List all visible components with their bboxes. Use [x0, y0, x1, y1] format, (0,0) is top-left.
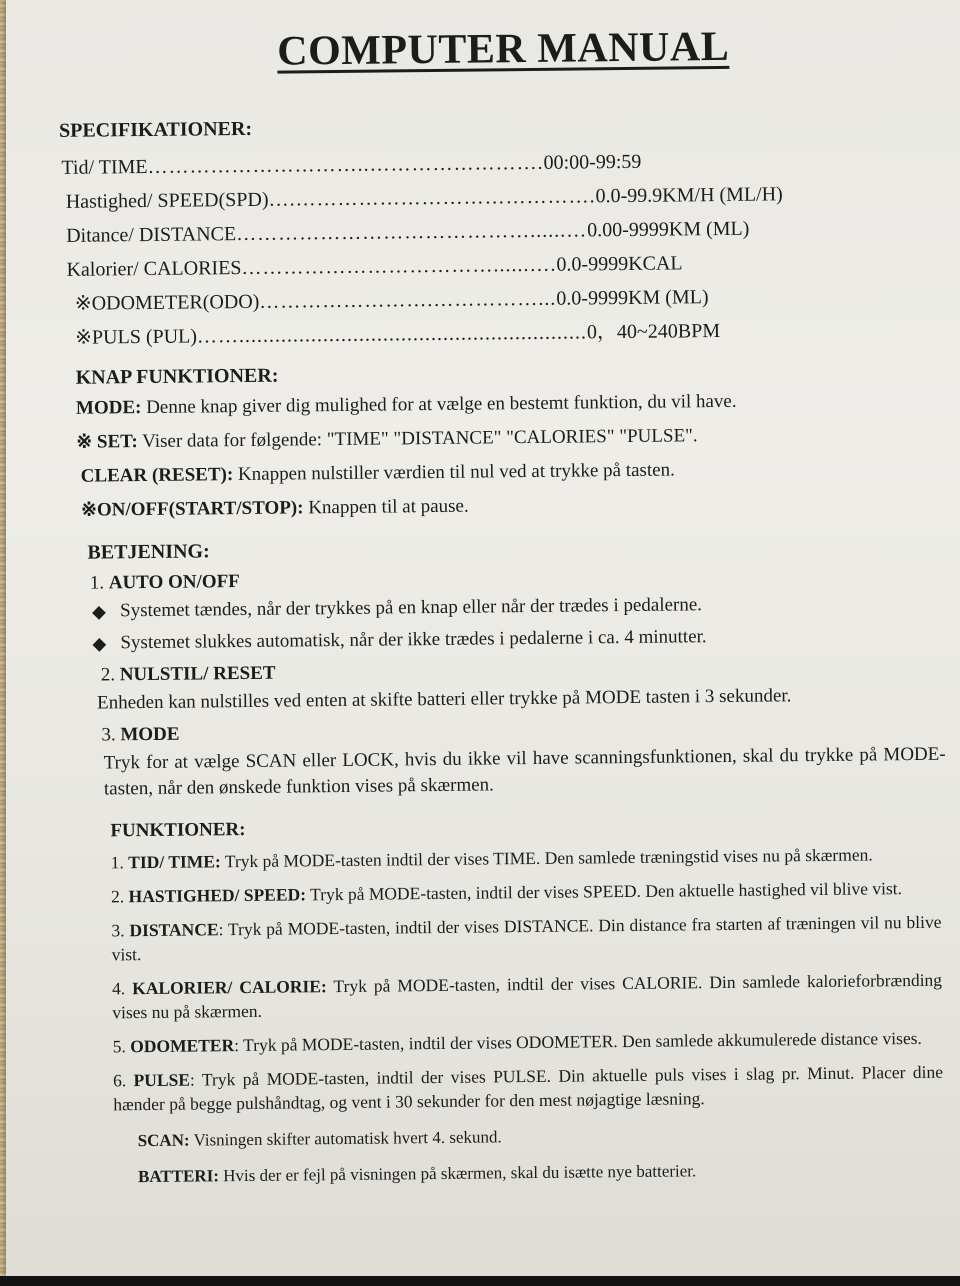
spec-list — [59, 142, 943, 355]
function-text: Tryk på MODE-tasten, indtil der vises SPEED. Den aktuelle hastighed vil blive vist. — [305, 878, 903, 905]
function-number: 1. — [110, 852, 124, 873]
spec-label: Kalorier/ CALORIES — [66, 257, 242, 281]
auto-on-off-bullets — [92, 590, 947, 657]
floor-edge — [0, 1276, 960, 1286]
bullet-text: Systemet slukkes automatisk, når der ikke trædes i pedalerne i ca. 4 minutter. — [120, 626, 707, 654]
spec-value: 0.0-9999KM (ML) — [556, 286, 709, 310]
scan-key: SCAN: — [137, 1130, 190, 1151]
button-function-item — [76, 387, 944, 422]
spec-value: 00:00-99:59 — [543, 150, 642, 174]
function-text: : Tryk på MODE-tasten, indtil der vises DISTANCE. Din distance fra starten af træningen vil nu blive vist. — [111, 911, 942, 965]
spec-label: Tid/ TIME — [61, 155, 148, 179]
mode-text: Tryk for at vælge SCAN eller LOCK, hvis du ikke vil have scanningsfunktionen, skal du trykke på MODE-tasten, når den ønskede funktion vises på skærmen. — [103, 743, 946, 800]
battery-key: BATTERI: — [137, 1166, 220, 1187]
operation-heading: BETJENING: — [87, 540, 210, 564]
function-number: 2. — [110, 886, 125, 907]
function-item — [111, 842, 941, 875]
auto-on-off-title — [90, 564, 946, 595]
spec-leader-dots: …………………….……………... — [259, 287, 557, 313]
spec-leader-dots: ……………………………………......… — [236, 219, 588, 246]
button-function-list — [76, 387, 945, 524]
button-function-text: Denne knap giver dig mulighed for at vælge en bestemt funktion, du vil have. — [141, 390, 737, 419]
reset-label: NULSTIL/ RESET — [119, 662, 276, 686]
battery-note — [138, 1156, 944, 1190]
reset-title — [101, 656, 947, 687]
spec-value: 0，40~240BPM — [586, 320, 721, 344]
spec-value: 0.0-9999KCAL — [556, 252, 683, 276]
button-functions-heading: KNAP FUNKTIONER: — [75, 364, 279, 389]
specifications-heading: SPECIFIKATIONER: — [58, 117, 253, 142]
diamond-bullet-icon: ◆ — [92, 633, 107, 654]
auto-on-off-label: AUTO ON/OFF — [108, 571, 240, 594]
spec-label: Ditance/ DISTANCE — [66, 223, 237, 247]
button-function-item — [81, 489, 945, 524]
functions-heading: FUNKTIONER: — [110, 818, 246, 842]
button-function-item — [81, 455, 945, 490]
function-key: HASTIGHED/ SPEED: — [128, 884, 307, 907]
function-key: PULSE — [133, 1069, 191, 1091]
operation-section — [87, 533, 948, 803]
function-item — [113, 1060, 943, 1117]
spec-value: 0.00-9999KM (ML) — [587, 217, 750, 242]
function-key: KALORIER/ CALORIE: — [132, 976, 327, 999]
button-function-key: MODE: — [75, 397, 142, 419]
button-function-key: CLEAR (RESET): — [80, 464, 234, 487]
bullet-text: Systemet tændes, når der trykkes på en knap eller når der trædes i pedalerne. — [119, 594, 703, 622]
auto-on-off-number: 1. — [89, 572, 105, 594]
spec-value: 0.0-99.9KM/H (ML/H) — [595, 183, 783, 208]
function-key: TID/ TIME: — [128, 851, 221, 873]
function-number: 4. — [111, 978, 126, 999]
spec-label: Hastighed/ SPEED(SPD) — [65, 188, 269, 213]
function-item — [111, 876, 941, 909]
function-item — [111, 910, 941, 967]
manual-content — [50, 21, 952, 1191]
mode-label: MODE — [120, 723, 180, 746]
function-key: ODOMETER — [130, 1035, 235, 1057]
diamond-bullet-icon: ◆ — [91, 601, 107, 622]
button-function-key: ※ SET: — [76, 431, 138, 453]
reset-text: Enheden kan nulstilles ved enten at skifte batteri eller trykke på MODE tasten i 3 sekunder. — [96, 685, 792, 714]
function-text: : Tryk på MODE-tasten, indtil der vises ODOMETER. Den samlede akkumulerede distance vises. — [234, 1027, 922, 1056]
mode-number: 3. — [101, 724, 116, 746]
function-number: 3. — [111, 920, 125, 941]
function-number: 5. — [112, 1036, 126, 1057]
spec-leader-dots: ………………………………......…. — [241, 253, 557, 280]
reset-number: 2. — [100, 664, 116, 686]
button-function-item — [76, 421, 944, 456]
button-function-key: ※ON/OFF(START/STOP): — [80, 497, 304, 521]
function-item — [113, 1026, 943, 1059]
function-list — [111, 842, 944, 1117]
function-text: Tryk på MODE-tasten, indtil der vises CALORIE. Din samlede kalorieforbrænding vises nu på skærmen. — [112, 969, 943, 1023]
scan-text: Visningen skifter automatisk hvert 4. sekund. — [189, 1127, 502, 1150]
spec-leader-dots: …………………………..……………………. — [147, 151, 544, 178]
function-number: 6. — [112, 1070, 127, 1091]
mode-title — [101, 716, 947, 747]
spec-label: ※ODOMETER(ODO) — [74, 290, 260, 315]
spec-label: ※PULS (PUL) — [75, 325, 198, 349]
function-text: Tryk på MODE-tasten indtil der vises TIME. Den samlede træningstid vises nu på skærmen. — [220, 844, 873, 872]
spec-leader-dots: …….......................................................... — [196, 321, 588, 348]
button-function-text: Knappen nulstiller værdien til nul ved at trykke på tasten. — [233, 459, 675, 486]
manual-page — [6, 0, 960, 1276]
button-function-text: Knappen til at pause. — [303, 495, 469, 519]
function-key: DISTANCE — [129, 919, 219, 941]
function-text: : Tryk på MODE-tasten, indtil der vises PULSE. Din aktuelle puls vises i slag pr. Minut. Placer dine hænder på begge pulshåndtag, og vent i 30 sekunder for den mest nøjagtige læsning. — [113, 1061, 944, 1115]
specifications-section — [59, 111, 943, 355]
page-title: COMPUTER MANUAL — [277, 23, 730, 75]
spec-leader-dots: ….……………………………………. — [268, 185, 596, 211]
functions-section — [110, 812, 944, 1191]
button-function-text: Viser data for følgende: "TIME" "DISTANCE" "CALORIES" "PULSE". — [137, 425, 698, 453]
button-functions-section — [76, 358, 946, 524]
bullet-item — [92, 590, 946, 625]
function-item — [112, 968, 942, 1025]
bullet-item — [92, 622, 946, 657]
scan-note — [138, 1120, 944, 1154]
battery-text: Hvis der er fejl på visningen på skærmen, skal du isætte nye batterier. — [218, 1161, 697, 1186]
